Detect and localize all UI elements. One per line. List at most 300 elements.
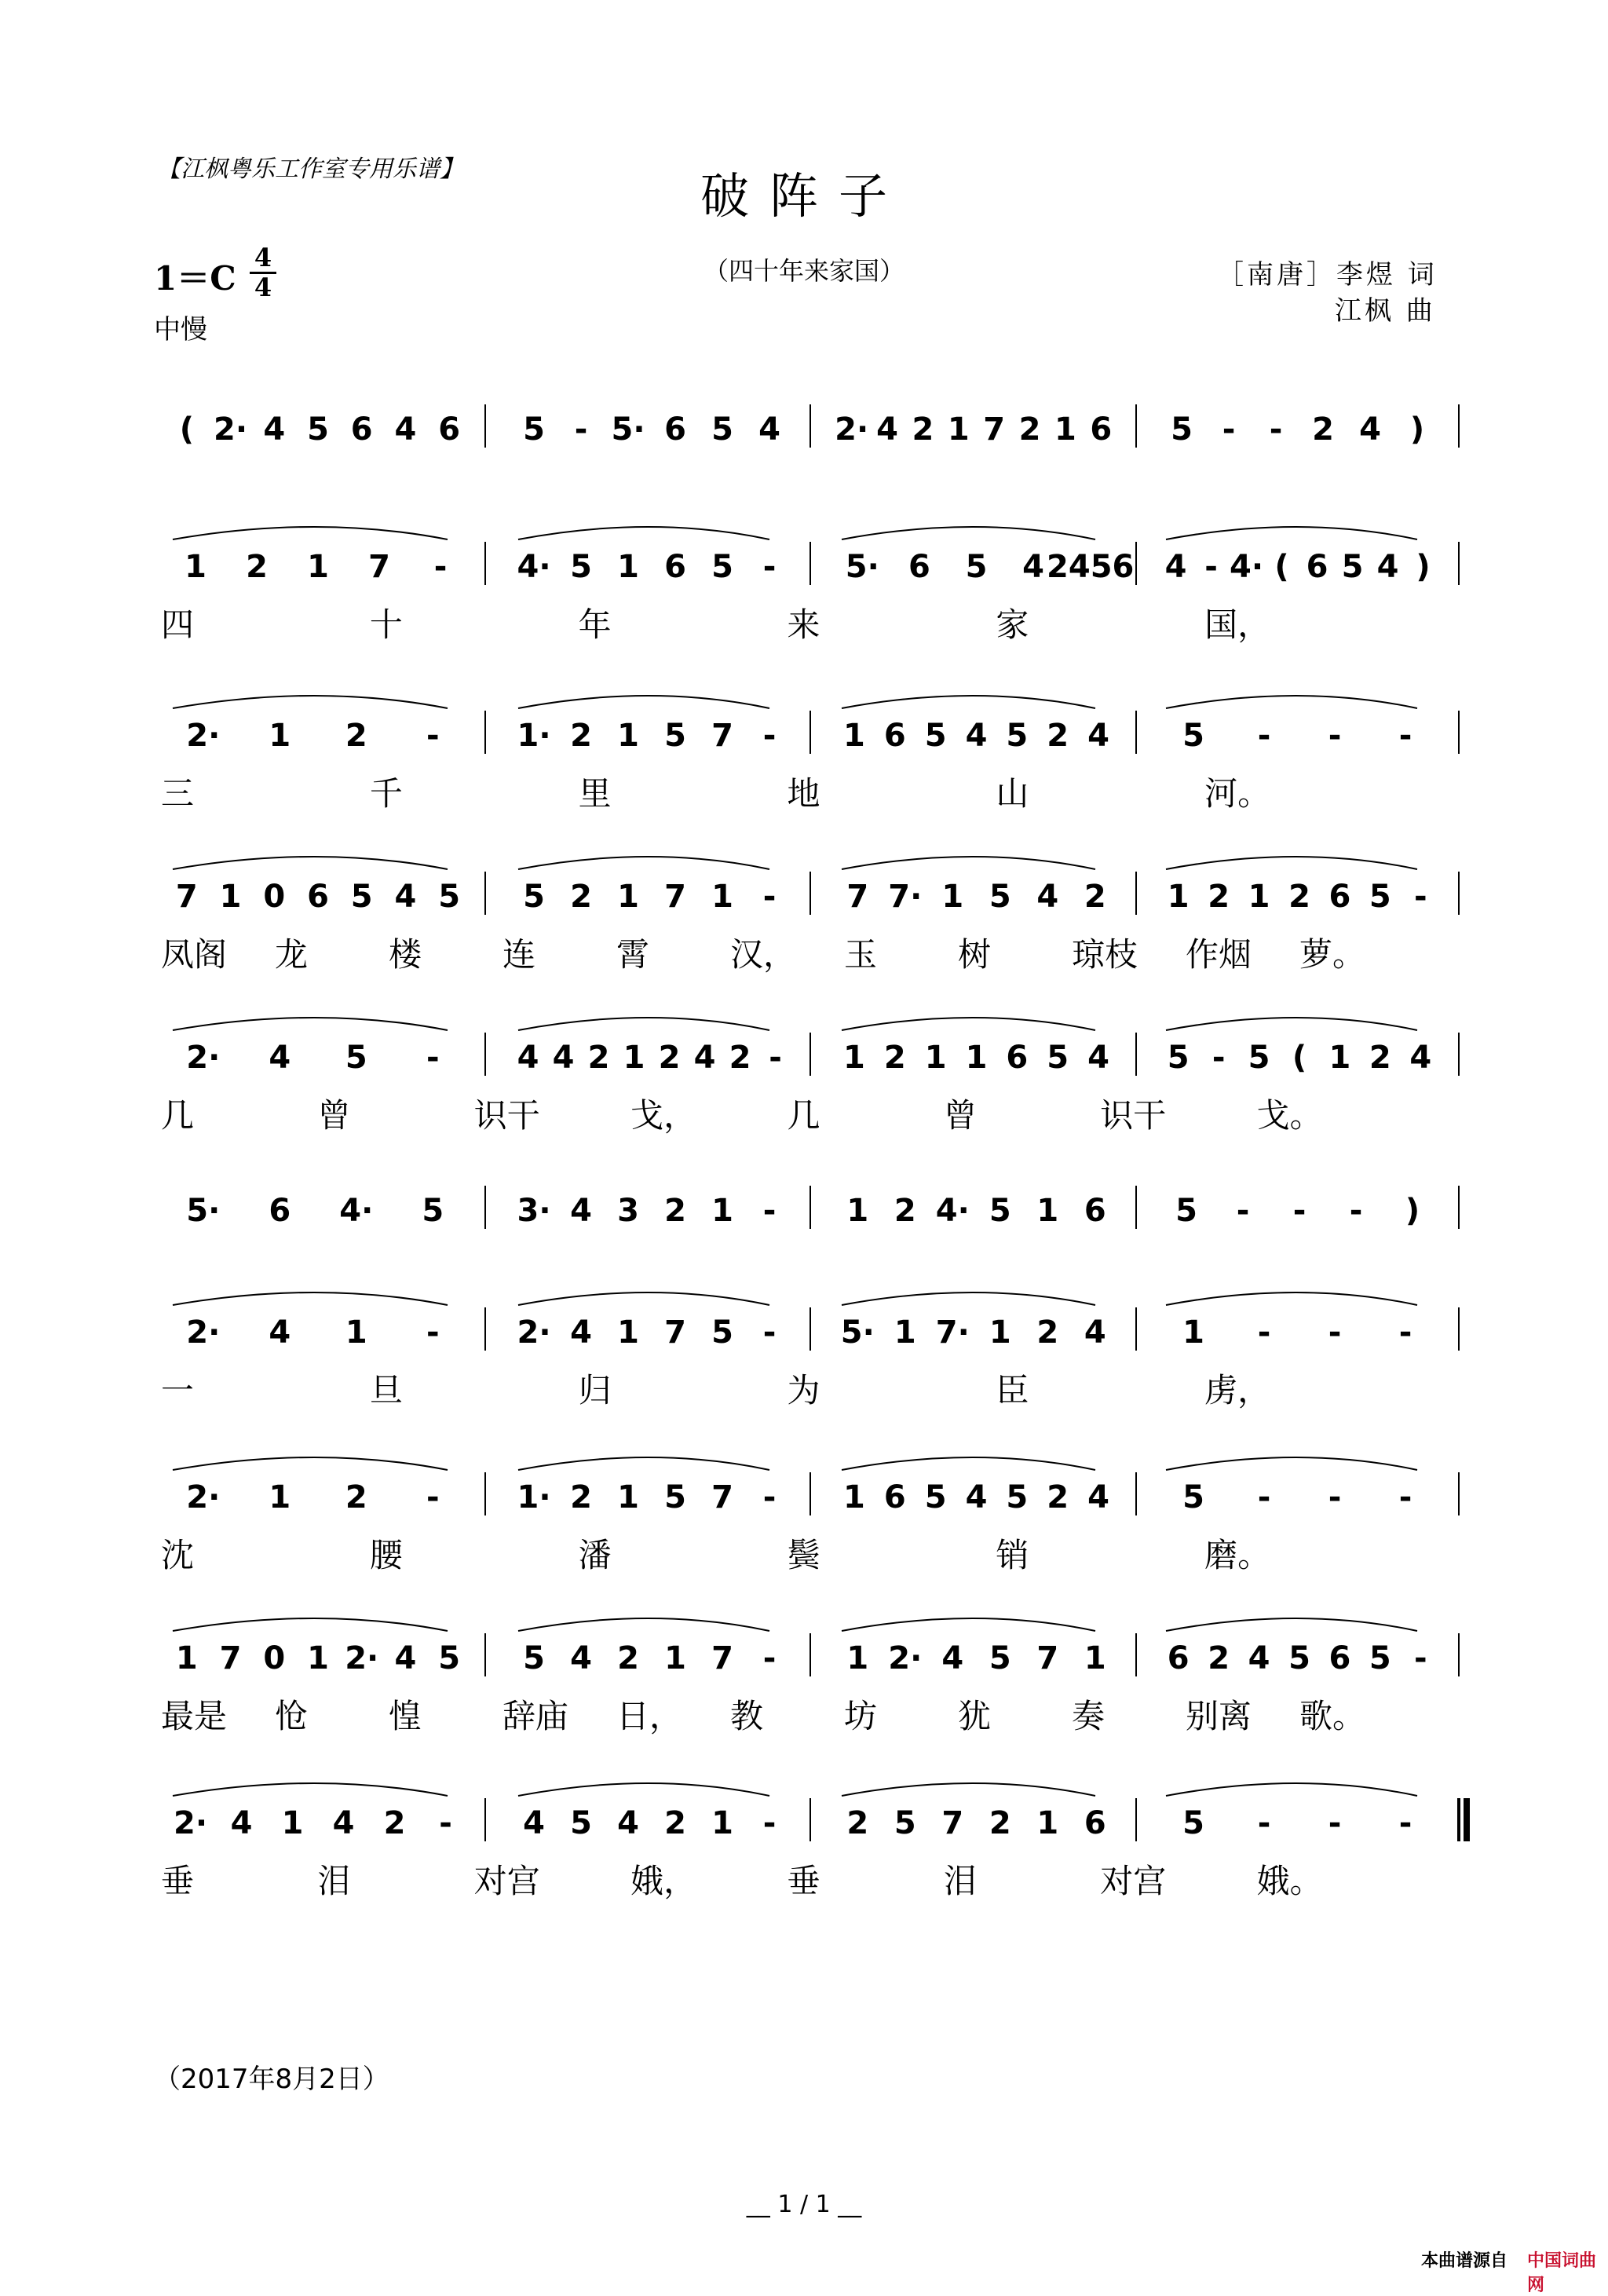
score-note: 4 [617,1805,639,1841]
score-note: 4 [517,1040,539,1076]
score-note: 7· [935,1314,970,1351]
score-note: - [1257,1314,1271,1351]
lyric-syllable: 国， [1204,605,1271,644]
slur-arc [842,1292,1095,1305]
composer-credit: 江枫 曲 [1335,295,1436,327]
composition-date: （2017年8月2日） [154,2064,389,2095]
score-note: 7 [664,879,686,915]
lyric-syllable: 鬓 [787,1536,820,1574]
score-note: 2 [345,1479,367,1515]
score-note: 5 [438,879,461,915]
score-note: 5 [965,549,988,585]
score-note: 1 [989,1314,1011,1351]
score-note: 2 [664,1805,686,1841]
score-note: 4 [1036,879,1059,915]
score-note: 2· [186,718,221,754]
score-note: - [762,549,777,585]
score-note: 5 [1182,718,1204,754]
score-note: ) [1405,1193,1420,1229]
score-note: 2 [345,718,367,754]
lyric-syllable: 作烟 [1186,935,1252,974]
score-note: 4 [394,1640,417,1676]
score-note: 4 [1022,549,1045,585]
song-subtitle: （四十年来家国） [703,256,904,286]
score-note: 4 [1409,1040,1432,1076]
score-note: 6 [883,718,906,754]
score-note: 1 [1054,411,1076,448]
score-note: 2 [587,1040,610,1076]
score-note: 2 [894,1193,916,1229]
lyric-syllable: 几 [787,1096,820,1135]
score-note: 2 [570,1479,592,1515]
lyric-syllable: 霄 [616,935,650,974]
score-note: ) [1409,411,1425,448]
slur-arc [173,1457,448,1470]
lyric-syllable: 歌。 [1299,1697,1366,1735]
score-note: - [769,1040,782,1076]
score-note: 5 [307,411,329,448]
score-note: 2 [846,1805,869,1841]
lyric-syllable: 来 [787,605,820,644]
score-note: 6 [269,1193,291,1229]
lyric-syllable: 家 [996,605,1029,644]
slur-arc [518,1018,769,1030]
score-note: 1 [269,1479,291,1515]
lyric-syllable: 楼 [389,935,422,974]
score-note: 5 [523,411,545,448]
score-note: - [1328,1314,1342,1351]
lyric-syllable: 别离 [1186,1697,1252,1735]
score-note: 7 [983,411,1006,448]
score-note: 1 [711,1193,733,1229]
score-note: 4 [1248,1640,1270,1676]
score-note: 5 [1171,411,1193,448]
lyric-syllable: 沈 [161,1536,195,1574]
lyric-syllable: 犹 [958,1697,992,1735]
score-note: 1 [941,879,964,915]
score-note: - [1328,1805,1342,1841]
slur-arc [518,527,769,539]
lyric-syllable: 千 [369,774,403,813]
score-note: 5 [664,718,686,754]
score-note: 1 [843,1040,865,1076]
lyric-syllable: 为 [787,1371,820,1409]
score-note: 1 [617,1479,639,1515]
score-note: 4· [935,1193,970,1229]
score-note: 7 [846,879,869,915]
score-note: - [1398,1479,1412,1515]
lyric-syllable: 泪 [943,1862,977,1900]
slur-arc [842,1018,1095,1030]
score-note: 5 [1047,1040,1069,1076]
score-note: 5 [1182,1805,1204,1841]
lyric-syllable: 腰 [369,1536,403,1574]
score-note: 2 [1312,411,1334,448]
lyric-syllable: 山 [996,774,1029,813]
lyric-syllable: 惶 [389,1697,422,1735]
lyric-syllable: 曾 [943,1096,977,1135]
score-note: 1 [1182,1314,1204,1351]
score-note: 4 [758,411,780,448]
score-note: 2 [1288,879,1310,915]
slur-arc [173,696,448,708]
score-note: 1 [281,1805,304,1841]
lyric-syllable: 对宫 [1100,1862,1167,1900]
studio-label: 【江枫粤乐工作室专用乐谱】 [157,155,463,183]
lyric-syllable: 娥， [630,1862,697,1900]
score-note: 2 [383,1805,406,1841]
score-note: 5 [1175,1193,1197,1229]
score-note: 2 [883,1040,906,1076]
score-note: - [426,1040,440,1076]
slur-arc [173,857,448,869]
score-note: - [1211,1040,1226,1076]
score-note: 5· [845,549,879,585]
score-note: 4 [876,411,898,448]
time-signature [250,245,276,301]
score-note: 2· [517,1314,551,1351]
score-note: - [762,718,777,754]
score-note: 6 [307,879,329,915]
score-note: 1 [894,1314,916,1351]
score-note: 5 [989,1640,1011,1676]
slur-arc [518,857,769,869]
score-note: 6 [1084,1805,1106,1841]
score-note: 5 [523,1640,545,1676]
score-note: ( [1292,1040,1307,1076]
score-note: 4 [523,1805,545,1841]
score-note: 2 [1047,1479,1069,1515]
slur-arc [173,1783,448,1796]
lyric-syllable: 奏 [1072,1697,1106,1735]
score-note: 1 [623,1040,645,1076]
lyric-syllable: 年 [578,605,612,644]
score-note: 5 [523,879,545,915]
score-note: 6 [908,549,930,585]
score-note: 1 [307,1640,329,1676]
score-note: 4 [1376,549,1399,585]
score-note: 7 [941,1805,964,1841]
score-note: 4 [1087,1479,1109,1515]
lyric-syllable: 磨。 [1204,1536,1271,1574]
score-note: 1 [617,1314,639,1351]
score-note: 5 [1369,1640,1391,1676]
score-note: 1 [711,879,733,915]
score-note: 1 [711,1805,733,1841]
score-note: 1 [345,1314,367,1351]
score-note: 4 [570,1314,592,1351]
slur-arc [842,1618,1095,1631]
score-note: - [1328,1479,1342,1515]
score-note: - [574,411,588,448]
score-note: 4 [332,1805,355,1841]
score-note: 5 [1248,1040,1270,1076]
slur-arc [1166,1618,1417,1631]
score-note: 6 [883,1479,906,1515]
score-note: 5 [1288,1640,1310,1676]
score-note: - [1398,1805,1412,1841]
score-note: - [1292,1193,1306,1229]
lyric-syllable: 日， [616,1697,683,1735]
lyric-syllable: 十 [369,605,403,644]
lyric-syllable: 三 [161,774,195,813]
score-note: 1 [307,549,329,585]
score-note: 1 [269,718,291,754]
score-note: 7 [175,879,198,915]
score-note: 4 [394,411,417,448]
lyric-syllable: 龙 [275,935,309,974]
score-note: 1 [185,549,206,585]
score-note: - [1257,718,1271,754]
slur-arc [1166,1292,1417,1305]
slur-arc [518,1783,769,1796]
score-note: 1 [664,1640,686,1676]
score-note: - [1204,549,1218,585]
score-note: 2· [888,1640,923,1676]
score-note: 5 [1369,879,1391,915]
score-note: 4 [269,1040,291,1076]
score-note: 2· [186,1040,221,1076]
time-signature-top: 4 [254,243,272,272]
slur-arc [518,1292,769,1305]
score-note: 6 [1328,879,1351,915]
score-note: 2· [345,1640,379,1676]
score-note: 1 [843,718,865,754]
score-note: 1 [1084,1640,1106,1676]
score-note: 6 [1167,1640,1190,1676]
lyric-syllable: 归 [578,1371,612,1409]
score-note: 6 [1006,1040,1029,1076]
score-note: 4 [269,1314,291,1351]
lyric-syllable: 一 [161,1371,195,1409]
source-site-link[interactable]: 中国词曲网 [1527,2251,1597,2295]
lyricist-credit: ［南唐］李煜 词 [1217,259,1438,291]
score-note: - [1236,1193,1250,1229]
score-note: 4 [965,1479,988,1515]
lyric-syllable: 垂 [787,1862,820,1900]
score-note: - [762,1805,777,1841]
score-note: 1 [924,1040,947,1076]
lyric-syllable: 树 [958,935,992,974]
slur-arc [1166,527,1417,539]
score-note: 2 [729,1040,751,1076]
score-note: 4 [230,1805,253,1841]
slur-arc [842,1783,1095,1796]
score-note: - [1222,411,1236,448]
score-note: 1 [1036,1805,1059,1841]
score-note: 5 [1182,1479,1204,1515]
lyric-syllable: 凤阁 [161,935,228,974]
slur-arc [1166,1783,1417,1796]
score-note: 2 [1036,1314,1059,1351]
score-note: 5· [186,1193,221,1229]
score-note: 5 [438,1640,461,1676]
score-note: - [1398,1314,1412,1351]
score-note: 4 [1087,718,1109,754]
score-note: - [762,1314,777,1351]
score-note: 2 [617,1640,639,1676]
lyric-syllable: 连 [502,935,536,974]
score-note: 1 [1167,879,1190,915]
slur-arc [842,857,1095,869]
lyric-syllable: 垂 [161,1862,195,1900]
score-note: 5 [1341,549,1364,585]
lyric-syllable: 对宫 [473,1862,540,1900]
tempo-marking: 中慢 [154,314,207,345]
lyric-syllable: 旦 [369,1371,403,1409]
score-note: 4 [394,879,417,915]
score-note: 7 [711,1479,733,1515]
score-note: 2 [570,718,592,754]
score-note: 1 [1248,879,1270,915]
score-note: - [1269,411,1283,448]
score-note: 4· [517,549,551,585]
score-note: 2 [664,1193,686,1229]
score-note: 2 [912,411,934,448]
slur-arc [518,696,769,708]
slur-arc [1166,1018,1417,1030]
score-note: 5 [570,1805,592,1841]
score-note: 2 [1208,1640,1230,1676]
score-note: 6 [1328,1640,1351,1676]
score-note: 6 [438,411,461,448]
score-note: 7 [219,1640,242,1676]
lyric-syllable: 曾 [317,1096,351,1135]
lyric-syllable: 琼枝 [1072,935,1138,974]
score-note: 5 [894,1805,916,1841]
score-note: 5 [924,718,947,754]
score-note: 2· [186,1314,221,1351]
slur-arc [1166,696,1417,708]
score-note: 5 [345,1040,367,1076]
lyric-syllable: 最是 [161,1697,228,1735]
lyric-syllable: 泪 [317,1862,351,1900]
score-note: 0 [263,879,286,915]
score-note: 2 [570,879,592,915]
score-note: 6 [350,411,373,448]
slur-arc [842,696,1095,708]
slur-arc [1166,857,1417,869]
score-note: ( [1274,549,1289,585]
score-note: 5· [611,411,645,448]
lyric-syllable: 销 [996,1536,1029,1574]
score-note: 1 [846,1193,869,1229]
slur-arc [518,1457,769,1470]
slur-arc [173,1292,448,1305]
score-note: - [426,718,440,754]
score-note: 1 [617,718,639,754]
score-note: - [1328,718,1342,754]
lyric-syllable: 里 [578,774,612,813]
lyric-syllable: 坊 [844,1697,878,1735]
score-note: 0 [263,1640,286,1676]
score-note: 2 [1208,879,1230,915]
score-note: 4 [693,1040,716,1076]
score-note: 5 [350,879,373,915]
lyric-syllable: 萝。 [1299,935,1366,974]
score-note: 4 [1359,411,1381,448]
score-note: 7 [1036,1640,1059,1676]
score-note: 1 [617,549,639,585]
score-note: 4 [1084,1314,1106,1351]
score-note: 2· [835,411,869,448]
score-note: 5 [1006,718,1029,754]
score-note: 1 [1036,1193,1059,1229]
score-note: - [426,1314,440,1351]
score-note: ( [179,411,194,448]
score-note: 3 [617,1193,639,1229]
slur-arc [842,527,1095,539]
song-title: 破阵子 [700,167,908,225]
score-note: 5 [1006,1479,1029,1515]
score-note: 5 [989,1193,1011,1229]
score-note: 4 [965,718,988,754]
score-note: 1 [965,1040,988,1076]
key-signature: 1＝C [154,259,236,298]
slur-arc [173,1618,448,1631]
score-note: - [762,1640,777,1676]
score-note: 7 [664,1314,686,1351]
score-note: 1 [617,879,639,915]
score-note: 2 [1369,1040,1391,1076]
score-note: 5 [1167,1040,1190,1076]
score-note: 4 [1087,1040,1109,1076]
score-note: 1 [843,1479,865,1515]
score-note: 2 [246,549,268,585]
lyric-syllable: 怆 [275,1697,309,1735]
score-note: - [762,1193,777,1229]
score-note: 5 [924,1479,947,1515]
score-note: - [1349,1193,1363,1229]
score-note: 1· [517,1479,551,1515]
score-note: 5· [840,1314,875,1351]
score-note: 1 [947,411,970,448]
score-note: 4· [339,1193,374,1229]
slur-arc [518,1618,769,1631]
score-note: 2 [658,1040,681,1076]
score-note: - [1413,1640,1427,1676]
source-label: 本曲谱源自 [1421,2251,1508,2271]
score-note: - [1257,1805,1271,1841]
score-note: 2 [1084,879,1106,915]
score-note: 4 [941,1640,964,1676]
score-note: 5 [711,1314,733,1351]
score-note: 5 [664,1479,686,1515]
lyric-syllable: 识干 [473,1096,540,1135]
score-note: - [439,1805,452,1841]
score-note: 4 [1164,549,1187,585]
slur-arc [173,1018,448,1030]
lyric-syllable: 臣 [996,1371,1029,1409]
score-note: 1· [517,718,551,754]
score-note: 2· [173,1805,208,1841]
lyric-syllable: 四 [161,605,195,644]
lyric-syllable: 虏， [1204,1371,1271,1409]
score-note: 5 [711,411,733,448]
score-note: 1 [175,1640,198,1676]
score-note: 6 [664,411,686,448]
lyric-syllable: 教 [730,1697,764,1735]
score-note: 7 [368,549,390,585]
page-number: __ 1 / 1 __ [746,2191,862,2218]
score-note: - [1257,1479,1271,1515]
score-note: - [762,879,777,915]
lyric-syllable: 几 [161,1096,195,1135]
slur-arc [1166,1457,1417,1470]
score-note: - [762,1479,777,1515]
lyric-syllable: 戈， [630,1096,697,1135]
score-note: 7· [888,879,923,915]
